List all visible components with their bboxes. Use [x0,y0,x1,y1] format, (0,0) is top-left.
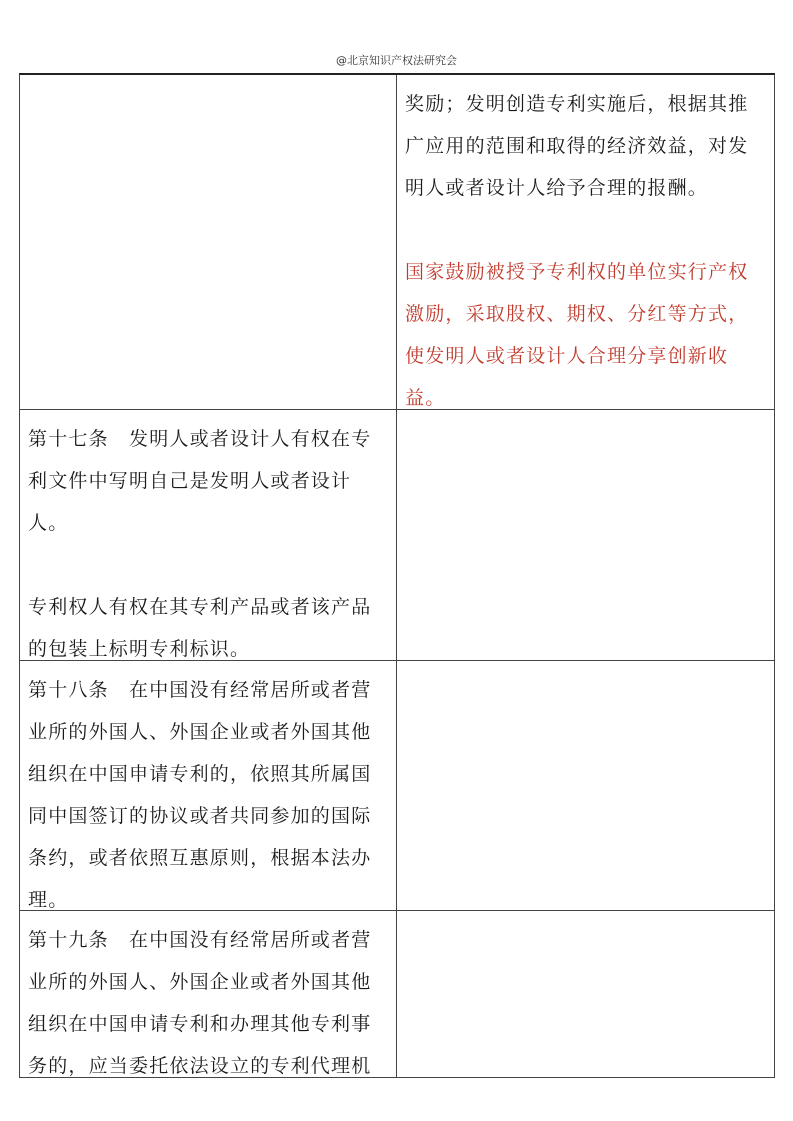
row-3-left-cell [20,661,397,911]
row-2-left-cell [20,410,397,661]
row-1-right-cell [397,75,775,410]
watermark-header: @北京知识产权法研究会 [336,54,457,67]
row-4-left-cell [20,911,397,1078]
article-16-added-paragraph: 国家鼓励被授予专利权的单位实行产权激励，采取股权、期权、分红等方式，使发明人或者设计人合理分享创新收益。 [405,261,749,409]
law-comparison-table [19,73,775,1078]
article-17-paragraph-1: 第十七条 发明人或者设计人有权在专利文件中写明自己是发明人或者设计人。 [28,428,372,534]
row-4-right-cell [397,911,775,1078]
row-3-right-cell [397,661,775,911]
article-18-paragraph: 第十八条 在中国没有经常居所或者营业所的外国人、外国企业或者外国其他组织在中国申请专利的，依照其所属国同中国签订的协议或者共同参加的国际条约，或者依照互惠原则，根据本法办理。 [28,679,372,911]
article-19-paragraph: 第十九条 在中国没有经常居所或者营业所的外国人、外国企业或者外国其他组织在中国申请专利和办理其他专利事务的，应当委托依法设立的专利代理机 [28,929,372,1077]
row-1-left-cell [20,75,397,410]
row-2-right-cell [397,410,775,661]
article-17-paragraph-2: 专利权人有权在其专利产品或者该产品的包装上标明专利标识。 [28,596,372,660]
article-16-continuation: 奖励；发明创造专利实施后，根据其推广应用的范围和取得的经济效益，对发明人或者设计人给予合理的报酬。 [405,93,749,199]
